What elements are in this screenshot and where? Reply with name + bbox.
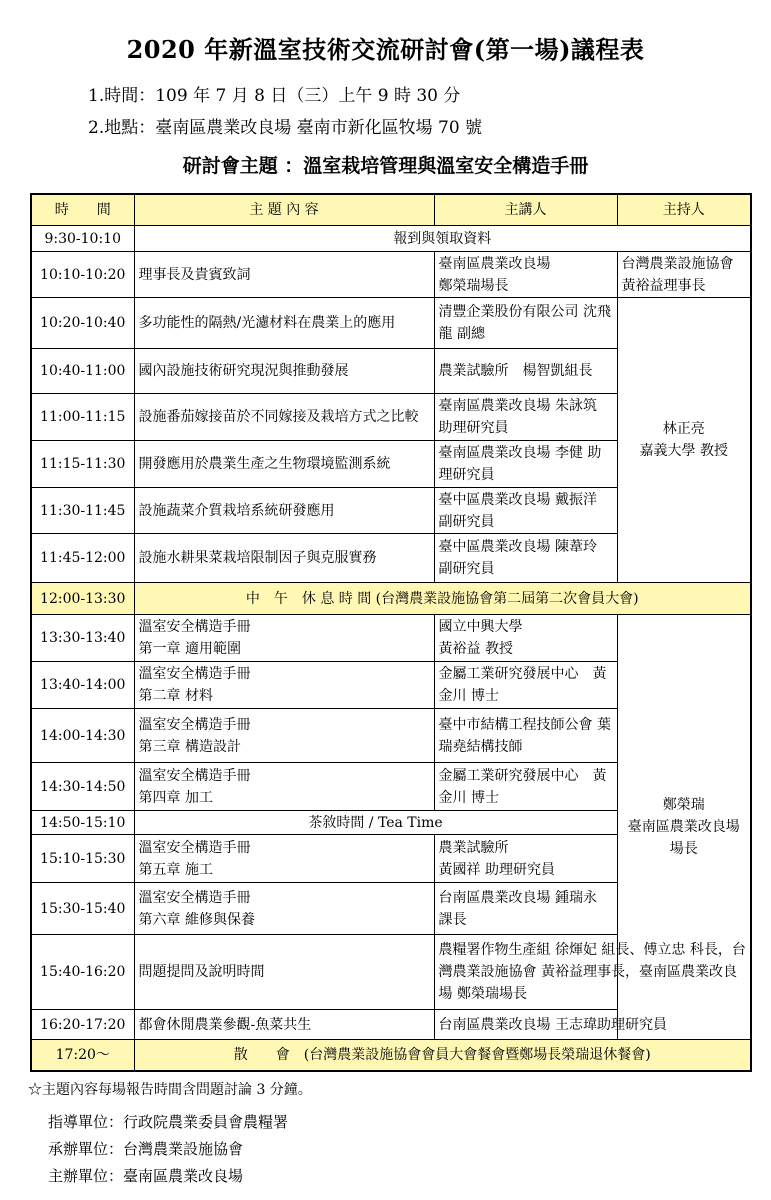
time-line: 1.時間：109 年 7 月 8 日（三）上午 9 時 30 分 (88, 86, 461, 106)
header-host: 主持人 (617, 194, 751, 226)
topic-cell: 多功能性的隔熱/光濾材料在農業上的應用 (134, 298, 434, 349)
topic-cell: 溫室安全構造手冊 第三章 構造設計 (134, 709, 434, 763)
topic-cell: 問題提問及說明時間 (134, 935, 434, 1010)
topic-cell: 理事長及貴賓致詞 (134, 252, 434, 298)
time-cell: 14:00-14:30 (31, 709, 134, 763)
page-title: 2020 年新溫室技術交流研討會(第一場)議程表 (126, 35, 645, 64)
topic-cell: 溫室安全構造手冊 第二章 材料 (134, 662, 434, 709)
time-cell: 16:20-17:20 (31, 1010, 134, 1040)
seminar-theme: 研討會主題 ：溫室栽培管理與溫室安全構造手冊 (182, 155, 589, 177)
topic-cell: 報到與領取資料 (134, 226, 751, 252)
speaker-cell: 台南區農業改良場 王志瑋助理研究員 (434, 1010, 751, 1040)
speaker-cell: 台南區農業改良場 鍾瑞永 課長 (434, 883, 617, 935)
time-cell: 17:20～ (31, 1040, 134, 1071)
time-cell: 11:30-11:45 (31, 488, 134, 534)
footnote: ☆主題內容每場報告時間含問題討論 3 分鐘。 (28, 1082, 312, 1098)
table-row (31, 226, 751, 252)
time-cell: 10:10-10:20 (31, 252, 134, 298)
topic-cell: 溫室安全構造手冊 第六章 維修與保養 (134, 883, 434, 935)
table-row (31, 252, 751, 298)
topic-cell: 國內設施技術研究現況與推動發展 (134, 349, 434, 394)
speaker-cell: 臺中區農業改良場 陳葦玲 副研究員 (434, 534, 617, 583)
speaker-cell: 金屬工業研究發展中心 黃金川 博士 (434, 662, 617, 709)
time-cell: 14:30-14:50 (31, 763, 134, 811)
speaker-cell: 臺中區農業改良場 戴振洋 副研究員 (434, 488, 617, 534)
time-cell: 14:50-15:10 (31, 811, 134, 835)
table-row (31, 935, 751, 1010)
agenda-table (30, 193, 752, 1072)
time-cell: 15:40-16:20 (31, 935, 134, 1010)
table-header-row (31, 194, 751, 226)
time-cell: 9:30-10:10 (31, 226, 134, 252)
topic-cell: 溫室安全構造手冊 第一章 適用範圍 (134, 615, 434, 662)
topic-cell: 都會休閒農業參觀-魚菜共生 (134, 1010, 434, 1040)
topic-cell: 中 午 休 息 時 間 (台灣農業設施協會第二屆第二次會員大會) (134, 583, 751, 615)
host-cell-morning: 林正亮 嘉義大學 教授 (617, 298, 751, 583)
time-cell: 10:40-11:00 (31, 349, 134, 394)
header-time: 時 間 (31, 194, 134, 226)
topic-cell: 茶敘時間 / Tea Time (134, 811, 617, 835)
speaker-cell: 臺中市結構工程技師公會 葉瑞堯結構技師 (434, 709, 617, 763)
table-row (31, 583, 751, 615)
speaker-cell: 金屬工業研究發展中心 黃金川 博士 (434, 763, 617, 811)
topic-cell: 散 會 (台灣農業設施協會會員大會餐會暨鄭場長榮瑞退休餐會) (134, 1040, 751, 1071)
speaker-cell: 臺南區農業改良場 鄭榮瑞場長 (434, 252, 617, 298)
topic-cell: 設施水耕果菜栽培限制因子與克服實務 (134, 534, 434, 583)
time-cell: 13:40-14:00 (31, 662, 134, 709)
speaker-cell: 臺南區農業改良場 朱詠筑 助理研究員 (434, 394, 617, 441)
speaker-cell: 國立中興大學 黃裕益 教授 (434, 615, 617, 662)
time-cell: 11:45-12:00 (31, 534, 134, 583)
host-cell: 台灣農業設施協會 黃裕益理事長 (617, 252, 751, 298)
time-cell: 12:00-13:30 (31, 583, 134, 615)
table-row (31, 1040, 751, 1071)
org-main: 主辦單位：臺南區農業改良場 (48, 1167, 244, 1185)
speaker-cell: 農業試驗所 楊智凱組長 (434, 349, 617, 394)
topic-cell: 溫室安全構造手冊 第五章 施工 (134, 835, 434, 883)
table-row (31, 298, 751, 349)
time-cell: 15:30-15:40 (31, 883, 134, 935)
speaker-cell: 清豐企業股份有限公司 沈飛龍 副總 (434, 298, 617, 349)
topic-cell: 設施番茄嫁接苗於不同嫁接及栽培方式之比較 (134, 394, 434, 441)
time-cell: 11:00-11:15 (31, 394, 134, 441)
speaker-cell: 臺南區農業改良場 李健 助理研究員 (434, 441, 617, 488)
topic-cell: 溫室安全構造手冊 第四章 加工 (134, 763, 434, 811)
table-row (31, 615, 751, 662)
header-speaker: 主講人 (434, 194, 617, 226)
topic-cell: 開發應用於農業生產之生物環境監測系統 (134, 441, 434, 488)
place-line: 2.地點：臺南區農業改良場 臺南市新化區牧場 70 號 (88, 118, 483, 138)
speaker-cell: 農業試驗所 黃國祥 助理研究員 (434, 835, 617, 883)
org-host: 承辦單位：台灣農業設施協會 (48, 1140, 244, 1158)
header-topic: 主 題 內 容 (134, 194, 434, 226)
org-guide: 指導單位：行政院農業委員會農糧署 (48, 1113, 289, 1131)
time-cell: 15:10-15:30 (31, 835, 134, 883)
time-cell: 10:20-10:40 (31, 298, 134, 349)
host-cell-afternoon: 鄭榮瑞 臺南區農業改良場 場長 (617, 615, 751, 1040)
time-cell: 13:30-13:40 (31, 615, 134, 662)
speaker-cell: 農糧署作物生產組 徐煇妃 組長、傅立忠 科長，台灣農業設施協會 黃裕益理事長，臺南區農業改良場 鄭榮瑞場長 (434, 935, 751, 1010)
table-row (31, 1010, 751, 1040)
time-cell: 11:15-11:30 (31, 441, 134, 488)
topic-cell: 設施蔬菜介質栽培系統研發應用 (134, 488, 434, 534)
